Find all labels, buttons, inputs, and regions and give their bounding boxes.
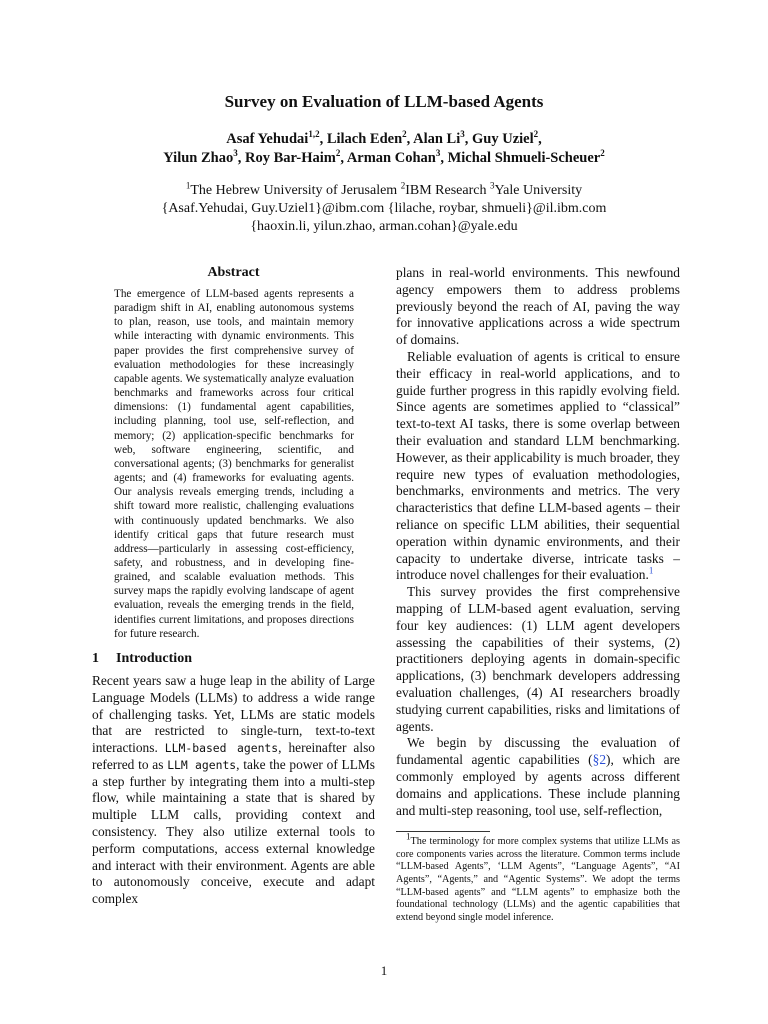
author-affil-mark: 3 bbox=[435, 148, 441, 159]
author-separator: , bbox=[406, 131, 414, 147]
author-name: Asaf Yehudai bbox=[226, 131, 309, 147]
author-separator: , bbox=[237, 150, 245, 166]
paragraph bbox=[396, 735, 680, 819]
author-separator: , bbox=[538, 131, 542, 147]
affiliation-name: IBM Research bbox=[405, 183, 490, 198]
author-name: Alan Li bbox=[413, 131, 461, 147]
section-number: 1 bbox=[92, 650, 99, 666]
email-line: {haoxin.li, yilun.zhao, arman.cohan}@yale.edu bbox=[250, 219, 518, 234]
author-name: Arman Cohan bbox=[346, 150, 436, 166]
section-heading bbox=[92, 651, 375, 667]
code-term: LLM-based agents bbox=[164, 741, 279, 756]
author-name: Roy Bar-Haim bbox=[244, 150, 336, 166]
text-run: , take the power of LLMs a step further by integrating them into a multi-step flow, while maintaining a state that is shared by multiple LLM calls, providing context and consistency. They also utilize external tools to perform computations, access external knowledge and interact with their environment. Agents are able to autonomously conceive, execute and adapt complex bbox=[92, 756, 376, 907]
intro-paragraph bbox=[92, 673, 375, 908]
affiliations bbox=[0, 182, 768, 236]
text-run: Reliable evaluation of agents is critical to ensure their efficacy in real-world applications, and to guide further progress in this rapidly evolving field. Since agents are sometimes applied to “classical” text-to-text AI tasks, there is some overlap between their evaluation and standard LLM benchmarking. However, as their applicability is much broader, they require new types of evaluation methodologies, benchmarks, environments and metrics. The very characteristics that define LLM-based agents – their reliance on specific LLM abilities, their sequential operation within dynamic environments, and their capacity to undertake diverse, intricate tasks – introduce novel challenges for their evaluation. bbox=[396, 348, 680, 583]
paragraph: plans in real-world environments. This newfound agency empowers them to address problems previously beyond the reach of AI, paving the way for innovative applications across a wide spectrum of domains. bbox=[396, 265, 680, 348]
paragraph bbox=[396, 349, 680, 584]
text-run: Recent years saw a huge leap in the ability of Large Language Models (LLMs) to address a wide range of challenging tasks. Yet, LLMs are static models that are restricted to single-turn, text-to-text interactions. bbox=[92, 672, 375, 756]
footnote-reference[interactable]: 1 bbox=[648, 565, 654, 576]
author-separator: , bbox=[440, 150, 448, 166]
author-affil-mark: 2 bbox=[533, 129, 539, 140]
footnote bbox=[396, 831, 680, 924]
author-affil-mark: 2 bbox=[402, 129, 407, 140]
affiliation-line bbox=[0, 182, 768, 200]
author-affil-mark: 2 bbox=[335, 148, 341, 159]
author-affil-mark: 1,2 bbox=[308, 129, 320, 140]
author-separator: , bbox=[464, 131, 472, 147]
author-name: Yilun Zhao bbox=[163, 150, 234, 166]
affil-mark: 1 bbox=[185, 180, 191, 191]
text-run: ), which are commonly employed by agents across different domains and applications. These include planning and multi-step reasoning, tool use, self-reflection, bbox=[396, 752, 680, 818]
author-name: Lilach Eden bbox=[326, 131, 403, 147]
right-column bbox=[396, 265, 680, 924]
text-run: We begin by discussing the evaluation of fundamental agentic capabilities ( bbox=[396, 735, 680, 768]
affiliation-name: The Hebrew University of Jerusalem bbox=[190, 183, 401, 198]
author-separator: , bbox=[319, 131, 327, 147]
author-line-2 bbox=[0, 149, 768, 168]
footnote-mark: 1 bbox=[406, 831, 411, 842]
text-run: , hereinafter also referred to as bbox=[92, 740, 375, 772]
affil-mark: 2 bbox=[400, 180, 406, 191]
code-term: LLM agents bbox=[167, 757, 237, 772]
paragraph: This survey provides the first comprehensive mapping of LLM-based agent evaluation, serving four key audiences: (1) LLM agent developers assessing the capabilities of their systems, (2) practitioners deploying agents in domain-specific applications, (3) benchmark developers addressing evaluation challenges, (4) AI researchers broadly studying current capabilities, risks and limitations of agents. bbox=[396, 584, 680, 734]
paper-title: Survey on Evaluation of LLM-based Agents bbox=[224, 92, 544, 111]
affiliation-name: Yale University bbox=[494, 183, 583, 198]
abstract-text: The emergence of LLM-based agents represents a paradigm shift in AI, enabling autonomous systems to plan, reason, use tools, and maintain memory while interacting with dynamic environments. This paper provides the first comprehensive survey of evaluation methodologies for these increasingly capable agents. We systematically analyze evaluation benchmarks and frameworks across four critical dimensions: (1) fundamental agent capabilities, including planning, tool use, self-reflection, and memory; (2) application-specific benchmarks for web, software engineering, scientific, and conversational agents; (3) benchmarks for generalist agents; and (4) frameworks for evaluating agents. Our analysis reveals emerging trends, including a shift toward more realistic, challenging evaluations with continuously updated benchmarks. We also identify critical gaps that future research must address—particularly in assessing cost-efficiency, safety, and robustness, and in developing fine-grained, and scalable evaluation methods. This survey maps the rapidly evolving landscape of agent evaluation, reveals the emerging trends in the field, identifies current limitations, and proposes directions for future research. bbox=[114, 288, 354, 640]
author-affil-mark: 2 bbox=[600, 148, 605, 159]
section-title: Introduction bbox=[116, 650, 192, 666]
section-reference-link[interactable]: §2 bbox=[592, 752, 607, 768]
author-line-1 bbox=[0, 130, 768, 149]
page-number: 1 bbox=[380, 963, 388, 978]
affil-mark: 3 bbox=[489, 180, 495, 191]
author-list bbox=[0, 130, 768, 168]
author-name: Michal Shmueli-Scheuer bbox=[447, 150, 601, 166]
email-line: {Asaf.Yehudai, Guy.Uziel1}@ibm.com {lilache, roybar, shmueli}@il.ibm.com bbox=[161, 201, 607, 216]
author-affil-mark: 3 bbox=[233, 148, 238, 159]
footnote-text: The terminology for more complex systems that utilize LLMs as core components varies across the literature. Common terms include “LLM-based Agents”, ‘LLM Agents”, “Language Agents”, “AI Agents”, “Agents,” and “Agentic Systems”. We adopt the terms “LLM-based agents” and “LLM agents” to emphasize both the foundational technology (LLMs) and the agentic capabilities that extend beyond single model inference. bbox=[396, 836, 680, 923]
author-affil-mark: 3 bbox=[460, 129, 465, 140]
abstract-heading: Abstract bbox=[207, 265, 260, 280]
left-column bbox=[92, 265, 375, 908]
author-name: Guy Uziel bbox=[472, 131, 534, 147]
author-separator: , bbox=[340, 150, 347, 166]
